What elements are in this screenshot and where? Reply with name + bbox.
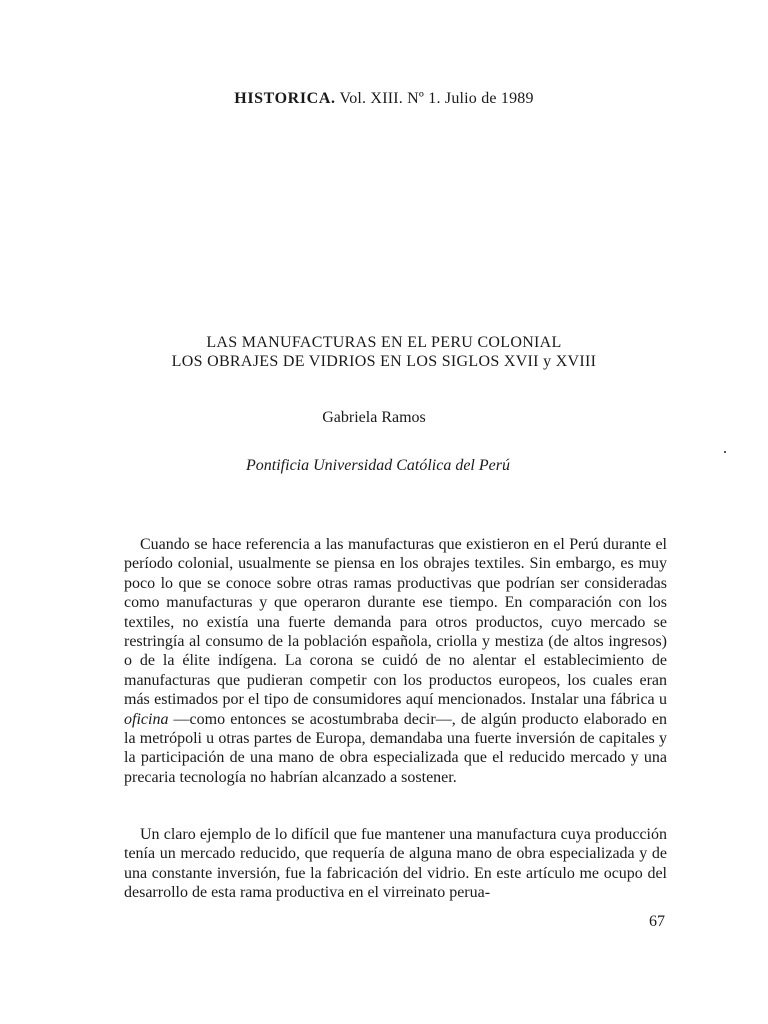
body-paragraph-2: Un claro ejemplo de lo difícil que fue mantener una manufactura cuya producción tenía un mercado reducido, que requería de alguna mano de obra especializada y de una constante inversión, fue la fabricación del vidrio. En este artículo me ocupo del desarrollo de esta rama productiva en el virreinato perua- xyxy=(124,826,667,902)
body-paragraph-1 xyxy=(124,535,667,787)
issue-details: Vol. XIII. Nº 1. Julio de 1989 xyxy=(339,90,534,107)
scan-speck xyxy=(724,451,726,453)
paragraph-1-text-a: Cuando se hace referencia a las manufacturas que existieron en el Perú durante el período colonial, usualmente se piensa en los obrajes textiles. Sin embargo, es muy poco lo que se conoce sobre otras ramas productivas que podrían ser consideradas como manufacturas y que operaron durante ese tiempo. En comparación con los textiles, no existía una fuerte demanda para otros productos, cuyo mercado se restringía al consumo de la población española, criolla y mestiza (de altos ingresos) o de la élite indígena. La corona se cuidó de no alentar el establecimiento de manufacturas que pudieran competir con los productos europeos, los cuales eran más estimados por el tipo de consumidores aquí mencionados. Instalar una fábrica u xyxy=(124,536,667,709)
title-line-2: LOS OBRAJES DE VIDRIOS EN LOS SIGLOS XVII y XVIII xyxy=(171,353,597,370)
paragraph-1-italic-term: oficina xyxy=(124,710,169,728)
running-header xyxy=(0,90,768,108)
paragraph-1-text-b: —como entonces se acostumbraba decir—, de algún producto elaborado en la metrópoli u otras partes de Europa, demandaba una fuerte inversión de capitales y la participación de una mano de obra especializada que el reducido mercado y una precaria tecnología no habrían alcanzado a sostener. xyxy=(124,710,667,786)
author-name: Gabriela Ramos xyxy=(322,409,426,426)
author-affiliation: Pontificia Universidad Católica del Perú xyxy=(246,457,510,474)
title-line-1: LAS MANUFACTURAS EN EL PERU COLONIAL xyxy=(206,334,562,351)
article-title xyxy=(0,333,768,371)
page-number: 67 xyxy=(649,913,665,930)
journal-name: HISTORICA. xyxy=(234,90,336,107)
